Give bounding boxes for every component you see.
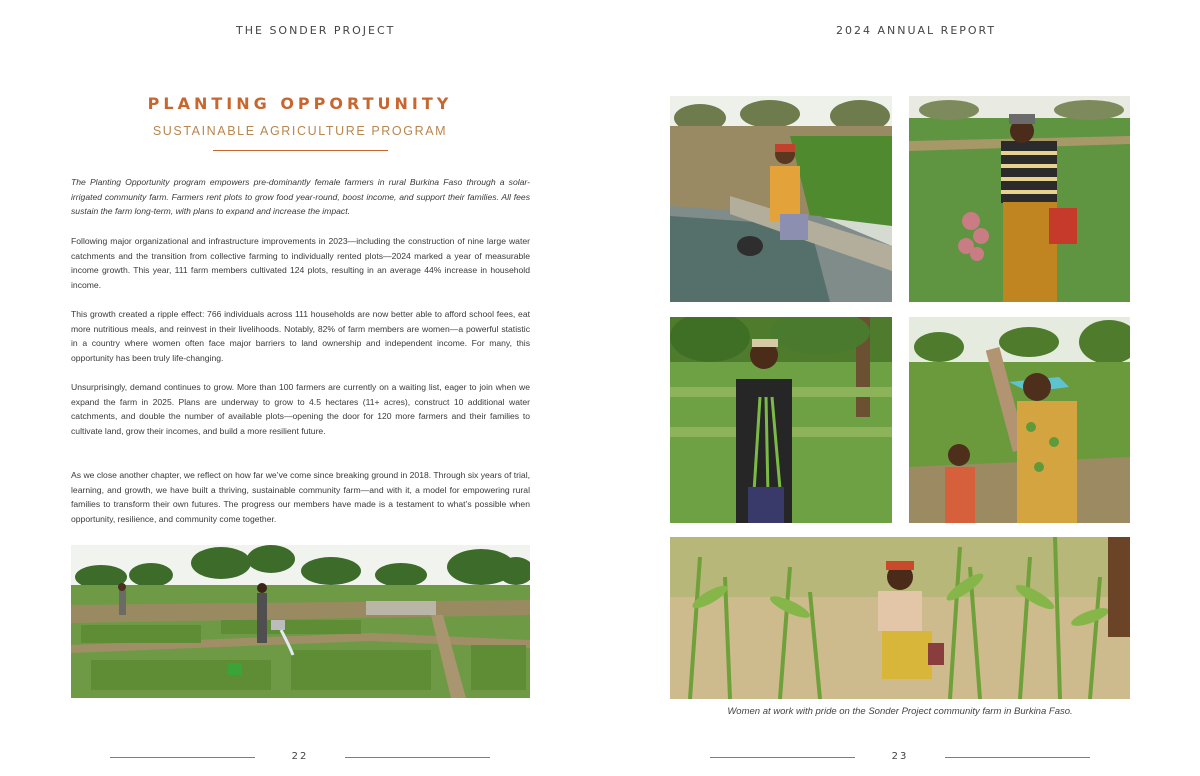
farm-irrigation-photo	[71, 545, 530, 698]
onion-harvest-photo	[909, 96, 1130, 302]
photo-caption: Women at work with pride on the Sonder Project community farm in Burkina Faso.	[727, 706, 1073, 717]
body-paragraph-2: This growth created a ripple effect: 766 individuals across 111 households are now better able to afford school fees, eat more nutritious meals, and reinvest in their livelihoods. Notably, 82% of farm members are women—a powerful statistic in a country where women often face major barriers to land ownership and independent income. For many, this opportunity has been truly life-changing.	[71, 309, 530, 364]
running-header-left: THE SONDER PROJECT	[236, 24, 396, 37]
footer-rule-right	[345, 757, 490, 758]
page-number-left: 22	[291, 751, 309, 762]
footer-rule-left	[110, 757, 255, 758]
article-subtitle: SUSTAINABLE AGRICULTURE PROGRAM	[152, 124, 448, 138]
greens-harvest-photo	[670, 317, 892, 523]
footer-rule-left-right-page	[710, 757, 855, 758]
page-number-right: 23	[891, 751, 909, 762]
article-title: PLANTING OPPORTUNITY	[147, 94, 453, 113]
body-paragraph-1: Following major organizational and infrastructure improvements in 2023—including the construction of nine large water catchments and the transition from collective farming to individually rented plots—2024 marked a year of measurable income growth. This year, 111 farm members cultivated 124 plots, resulting in an average 44% increase in household income.	[71, 236, 530, 291]
cassava-harvest-photo	[909, 317, 1130, 523]
maize-field-photo	[670, 537, 1130, 699]
footer-rule-right-right-page	[945, 757, 1090, 758]
title-divider	[213, 150, 388, 151]
running-header-right: 2024 ANNUAL REPORT	[836, 24, 997, 37]
body-paragraph-3: Unsurprisingly, demand continues to grow. More than 100 farmers are currently on a waiting list, eager to join when we expand the farm in 2025. Plans are underway to grow to 4.5 hectares (11+ acres), construct 10 additional water catchments, and double the number of available plots—opening the door for 120 more farmers and their families to cultivate land, grow their incomes, and build a more resilient future.	[71, 382, 530, 437]
right-page	[600, 0, 1200, 776]
water-catchment-photo	[670, 96, 892, 302]
body-paragraph-4: As we close another chapter, we reflect on how far we’ve come since breaking ground in 2018. Through six years of trial, learning, and growth, we have built a thriving, sustainable community farm—and with it, a model for empowering rural families to transform their own futures. The progress our members have made is a testament to what’s possible when opportunity, resilience, and community come together.	[71, 470, 530, 525]
intro-paragraph: The Planting Opportunity program empowers pre-dominantly female farmers in rural Burkina Faso through a solar-irrigated community farm. Farmers rent plots to grow food year-round, boost income, and support their families. All fees sustain the farm long-term, with plans to expand and increase the impact.	[71, 177, 530, 217]
